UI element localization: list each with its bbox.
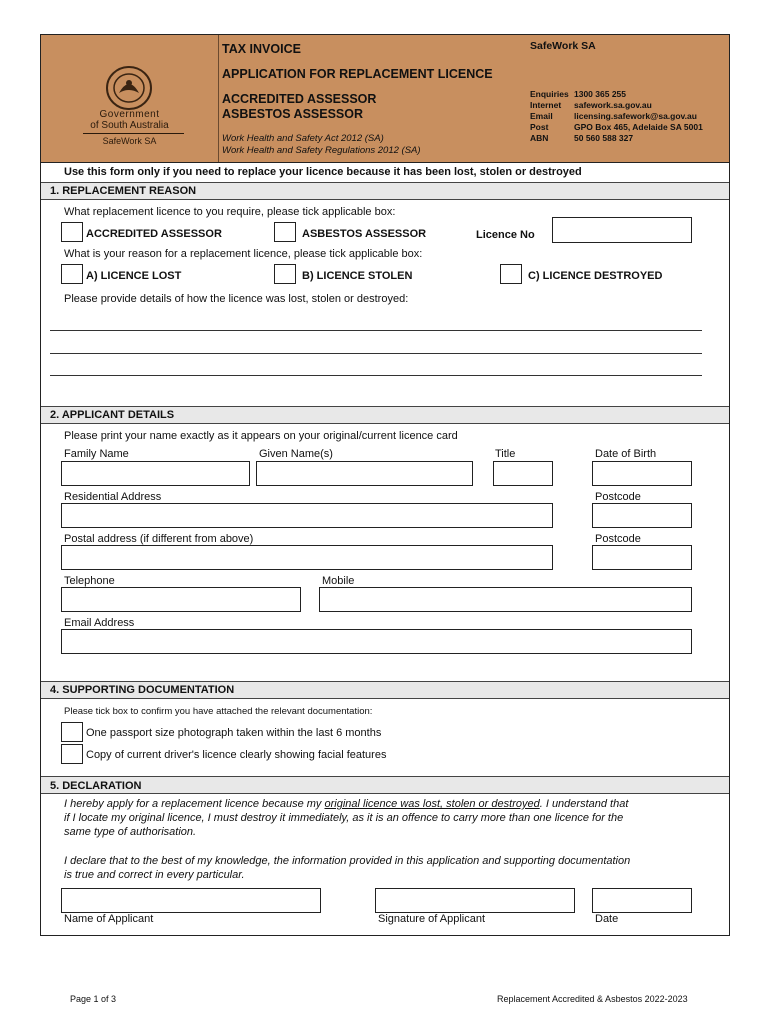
form-title: APPLICATION FOR REPLACEMENT LICENCE — [222, 67, 493, 81]
postal-postcode-input[interactable] — [592, 545, 692, 570]
dob-label: Date of Birth — [595, 448, 657, 460]
email-label: Email Address — [64, 617, 135, 629]
subtitle-accredited: ACCREDITED ASSESSOR — [222, 92, 377, 106]
residential-postcode-input[interactable] — [592, 503, 692, 528]
agency-name: SafeWork SA — [530, 40, 596, 52]
passport-photo-label: One passport size photograph taken within the last 6 months — [86, 727, 382, 739]
mobile-label: Mobile — [322, 575, 355, 587]
title-input[interactable] — [493, 461, 553, 486]
telephone-label: Telephone — [64, 575, 115, 587]
logo-text-government: Government — [99, 109, 160, 120]
licence-stolen-checkbox[interactable] — [274, 264, 296, 284]
licence-destroyed-checkbox[interactable] — [500, 264, 522, 284]
contact-value: licensing.safework@sa.gov.au — [574, 111, 697, 121]
section-4-title: 4. SUPPORTING DOCUMENTATION — [50, 684, 235, 696]
signature-label: Signature of Applicant — [378, 913, 486, 925]
asbestos-assessor-checkbox[interactable] — [274, 222, 296, 242]
name-instruction: Please print your name exactly as it appears on your original/current licence card — [64, 430, 458, 442]
declaration-text: . I understand that — [539, 798, 629, 810]
header-divider — [41, 162, 729, 163]
contact-key: ABN — [530, 133, 549, 143]
reason-question: What is your reason for a replacement licence, please tick applicable box: — [64, 248, 423, 260]
email-input[interactable] — [61, 629, 692, 654]
contact-key: Email — [530, 111, 553, 121]
subtitle-asbestos: ASBESTOS ASSESSOR — [222, 107, 364, 121]
licence-destroyed-label: C) LICENCE DESTROYED — [528, 270, 663, 282]
declaration-date-input[interactable] — [592, 888, 692, 913]
section-bar — [41, 776, 729, 794]
telephone-input[interactable] — [61, 587, 301, 612]
family-name-input[interactable] — [61, 461, 250, 486]
page-number: Page 1 of 3 — [70, 994, 117, 1004]
drivers-licence-checkbox[interactable] — [61, 744, 83, 764]
licence-no-label: Licence No — [476, 229, 535, 241]
usage-notice: Use this form only if you need to replace your licence because it has been lost, stolen or destroyed — [64, 166, 582, 178]
documentation-instruction: Please tick box to confirm you have attached the relevant documentation: — [64, 706, 373, 717]
contact-key: Post — [530, 122, 549, 132]
contact-value: 1300 365 255 — [574, 89, 626, 99]
given-names-input[interactable] — [256, 461, 473, 486]
contact-key: Enquiries — [530, 89, 569, 99]
applicant-name-input[interactable] — [61, 888, 321, 913]
date-label: Date — [595, 913, 619, 925]
declaration-underlined-text: original licence was lost, stolen or destroyed — [324, 798, 540, 810]
licence-lost-checkbox[interactable] — [61, 264, 83, 284]
act-reference: Work Health and Safety Act 2012 (SA) — [222, 133, 384, 144]
regulations-reference: Work Health and Safety Regulations 2012 (SA) — [222, 145, 421, 156]
title-label: Title — [495, 448, 516, 460]
dob-input[interactable] — [592, 461, 692, 486]
licence-type-question: What replacement licence to you require, please tick applicable box: — [64, 206, 396, 218]
residential-address-label: Residential Address — [64, 491, 162, 503]
postcode-label: Postcode — [595, 533, 641, 545]
section-5-title: 5. DECLARATION — [50, 780, 142, 792]
postal-address-label: Postal address (if different from above) — [64, 533, 254, 545]
licence-no-input[interactable] — [552, 217, 692, 243]
accredited-assessor-label: ACCREDITED ASSESSOR — [86, 228, 222, 240]
declaration-paragraph-1 — [64, 797, 628, 811]
declaration-text: I hereby apply for a replacement licence because my — [64, 798, 325, 810]
contact-key: Internet — [530, 100, 562, 110]
name-of-applicant-label: Name of Applicant — [64, 913, 154, 925]
details-question: Please provide details of how the licence was lost, stolen or destroyed: — [64, 293, 409, 305]
declaration-line-3: same type of authorisation. — [64, 826, 197, 838]
declaration-paragraph-2-line-2: is true and correct in every particular. — [64, 869, 245, 881]
drivers-licence-label: Copy of current driver's licence clearly showing facial features — [86, 749, 387, 761]
family-name-label: Family Name — [64, 448, 129, 460]
asbestos-assessor-label: ASBESTOS ASSESSOR — [302, 228, 427, 240]
contact-value: 50 560 588 327 — [574, 133, 634, 143]
tax-invoice-label: TAX INVOICE — [222, 42, 301, 56]
given-names-label: Given Name(s) — [259, 448, 333, 460]
details-line-1[interactable] — [50, 330, 702, 331]
contact-value: safework.sa.gov.au — [574, 100, 652, 110]
section-1-title: 1. REPLACEMENT REASON — [50, 185, 197, 197]
declaration-paragraph-2: I declare that to the best of my knowledge, the information provided in this application and supporting documentation — [64, 855, 631, 867]
residential-address-input[interactable] — [61, 503, 553, 528]
section-2-title: 2. APPLICANT DETAILS — [50, 409, 175, 421]
logo-text-south-australia: of South Australia — [90, 120, 169, 131]
postcode-label: Postcode — [595, 491, 641, 503]
contact-value: GPO Box 465, Adelaide SA 5001 — [574, 122, 703, 132]
logo-text-safework: SafeWork SA — [102, 136, 157, 146]
declaration-line-2: if I locate my original licence, I must destroy it immediately, as it is an offence to carry more than one licence for the — [64, 812, 624, 824]
passport-photo-checkbox[interactable] — [61, 722, 83, 742]
document-version: Replacement Accredited & Asbestos 2022-2023 — [497, 994, 688, 1004]
details-line-2[interactable] — [50, 353, 702, 354]
details-line-3[interactable] — [50, 375, 702, 376]
licence-stolen-label: B) LICENCE STOLEN — [302, 270, 413, 282]
applicant-signature-input[interactable] — [375, 888, 575, 913]
mobile-input[interactable] — [319, 587, 692, 612]
accredited-assessor-checkbox[interactable] — [61, 222, 83, 242]
licence-lost-label: A) LICENCE LOST — [86, 270, 182, 282]
postal-address-input[interactable] — [61, 545, 553, 570]
